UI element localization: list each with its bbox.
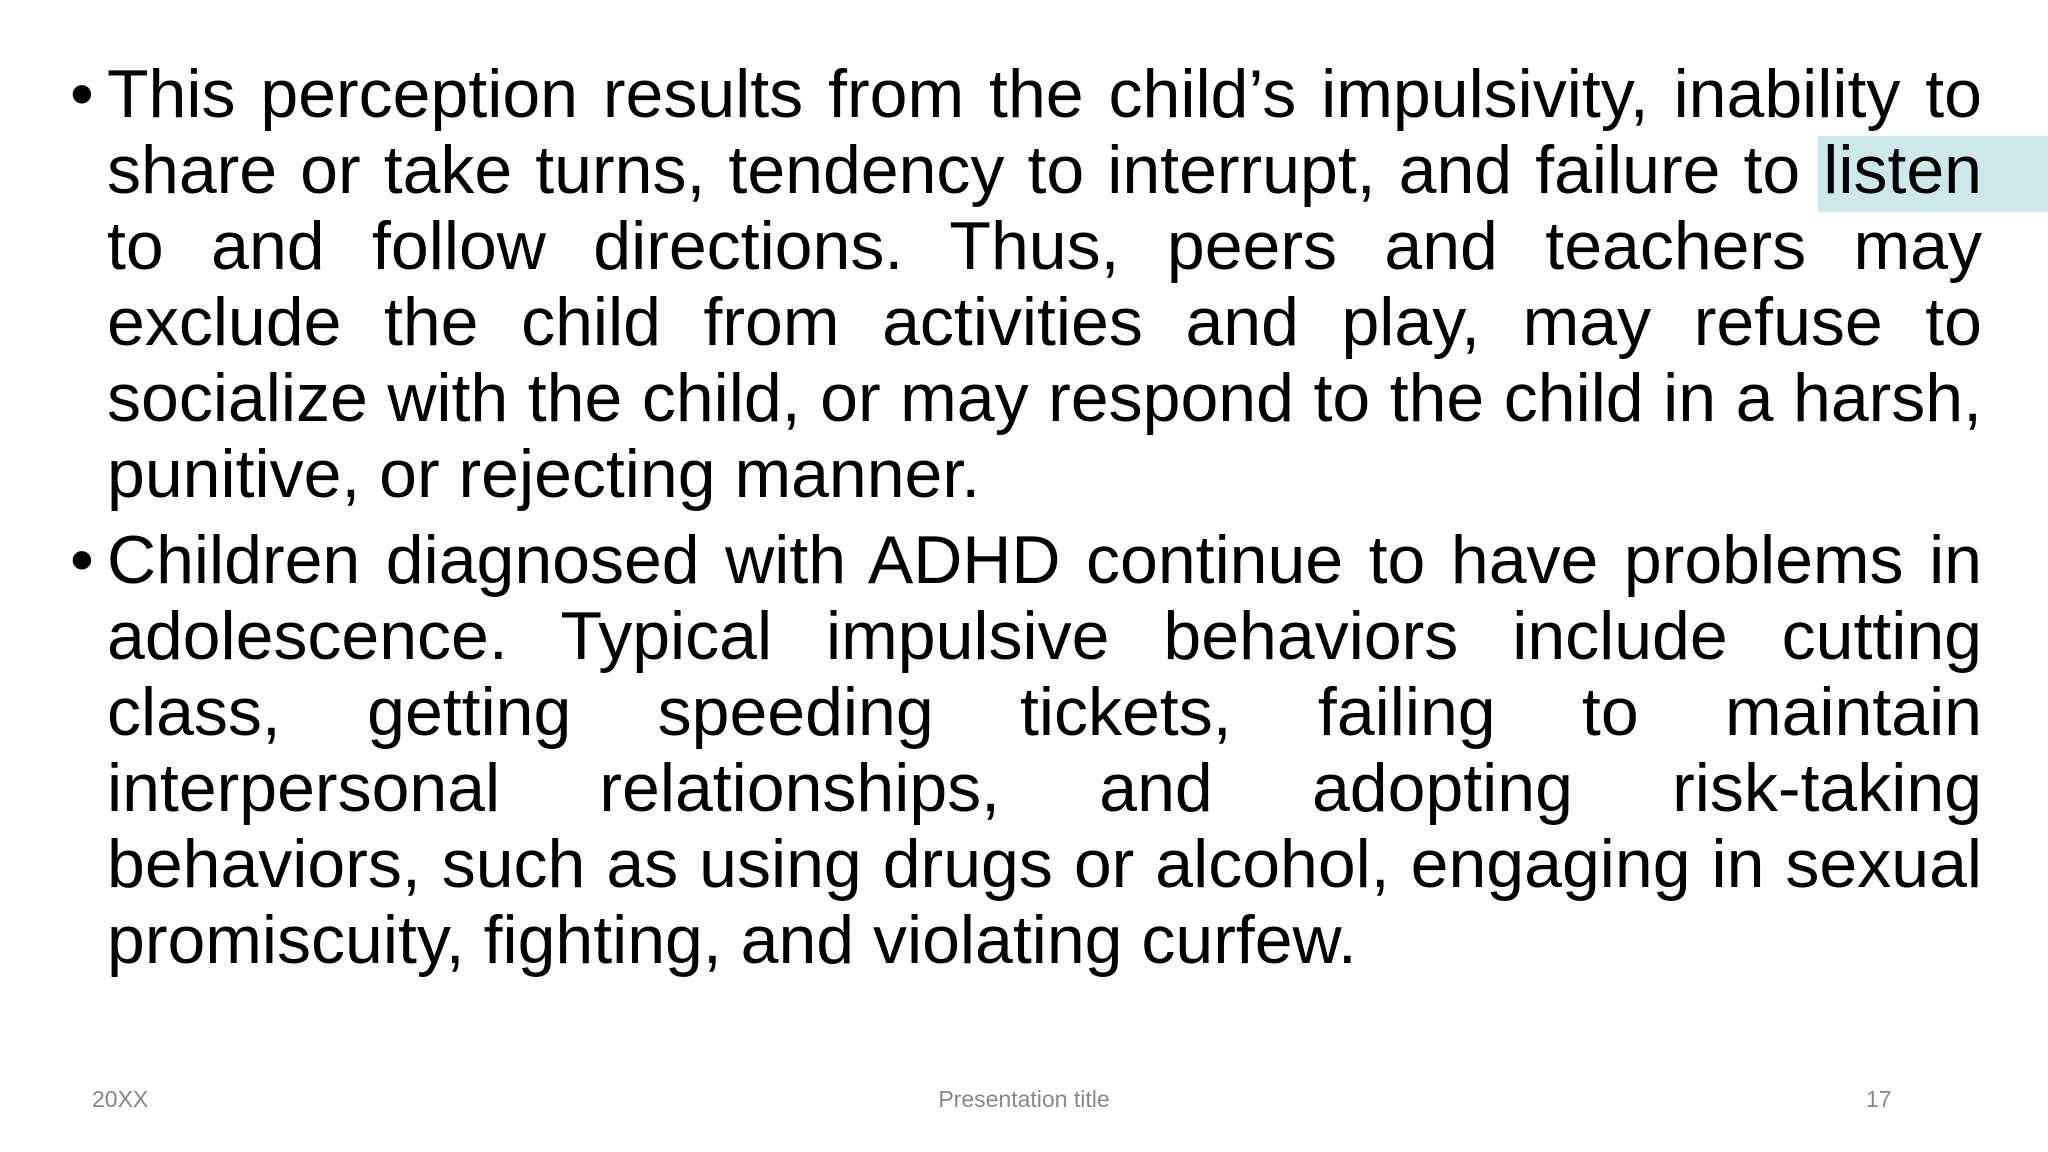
bullet-icon: • bbox=[70, 56, 94, 132]
bullet-icon: • bbox=[70, 522, 94, 598]
bullet-text: This perception results from the child’s impulsivity, inability to share or take turns, tendency to interrupt, and failure to listen to and follow directions. Thus, peers and teachers may exclude the child from activities and play, may refuse to socialize with the child, or may respond to the child in a harsh, punitive, or rejecting manner. bbox=[107, 56, 1982, 512]
slide-body bbox=[70, 56, 1982, 988]
footer-date: 20XX bbox=[92, 1086, 149, 1112]
bullet-text: Children diagnosed with ADHD continue to have problems in adolescence. Typical impulsive behaviors include cutting class, getting speeding tickets, failing to maintain interpersonal relationships, and adopting risk-taking behaviors, such as using drugs or alcohol, engaging in sexual promiscuity, fighting, and violating curfew. bbox=[107, 522, 1982, 978]
footer-page-number: 17 bbox=[1866, 1086, 1892, 1112]
footer-title: Presentation title bbox=[938, 1086, 1110, 1112]
bullet-item bbox=[70, 522, 1982, 978]
bullet-item bbox=[70, 56, 1982, 512]
